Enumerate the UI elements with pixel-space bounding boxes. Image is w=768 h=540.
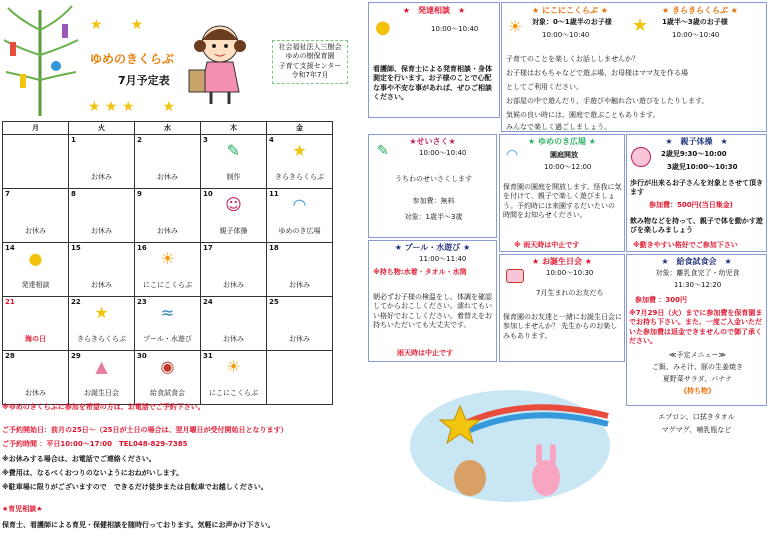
page-subtitle: 7月予定表 xyxy=(118,74,170,87)
weekday-header: 木 xyxy=(201,122,267,135)
panel-title: ★ プール・水遊び ★ xyxy=(394,243,471,252)
items-line: マグマグ、哺乳瓶など xyxy=(661,426,732,434)
weekday-header: 月 xyxy=(3,122,69,135)
cake-icon: ▲ xyxy=(95,357,108,376)
day-event: お休み xyxy=(91,227,112,235)
panel-time: 11:00～11:40 xyxy=(419,255,467,263)
cake-icon xyxy=(506,269,524,283)
day-number: 29 xyxy=(71,352,81,360)
sun-icon: ☀ xyxy=(508,17,523,36)
day-number: 3 xyxy=(203,136,208,144)
child-face-icon xyxy=(631,147,651,167)
kirakira-target: 1歳半～3歳のお子様 xyxy=(662,18,728,26)
panel-title: ★せいさく★ xyxy=(409,137,456,146)
day-number: 25 xyxy=(269,298,279,306)
panel-label: 園庭開放 xyxy=(550,151,578,159)
items-line: エプロン、口拭きタオル xyxy=(658,413,735,421)
reservation-note: ※ゆめのきくらぶに参加を希望の方は、お電話でご予約下さい。 xyxy=(2,403,205,411)
day-event: お休み xyxy=(157,227,178,235)
note-fee: ※費用は、なるべくおつりのないようにおねがいします。 xyxy=(2,469,184,477)
day-number: 4 xyxy=(269,136,274,144)
calendar-day-cell xyxy=(201,351,267,405)
items-title: 《持ち物》 xyxy=(680,387,715,395)
day-event: 発達相談 xyxy=(21,281,50,289)
panel-body: 看護師、保育士による発育相談・身体測定を行います。お子様のことで心配な事や不安な事があれば、ぜひご相談ください。 xyxy=(373,65,492,102)
calendar-day-cell xyxy=(201,135,267,189)
calendar-day-cell xyxy=(201,243,267,297)
day-number: 22 xyxy=(71,298,81,306)
note-parking: ※駐車場に限りがございますので できるだけ徒歩または自転車でお越しください。 xyxy=(2,483,268,491)
day-number: 8 xyxy=(71,190,76,198)
day-number: 30 xyxy=(137,352,147,360)
menu-line: ご飯、みそ汁、豚の生姜焼き xyxy=(652,363,743,371)
consultation-text: 保育士、看護師による育児・保健相談を随時行っております。気軽にお声かけ下さい。 xyxy=(2,521,275,529)
day-event: プール・水遊び xyxy=(143,335,192,343)
day-number: 14 xyxy=(5,244,15,252)
day-event: にこにこくらぶ xyxy=(209,389,258,397)
calendar-day-cell xyxy=(267,135,333,189)
panel-time: 10:00～12:00 xyxy=(544,163,592,171)
panel-body: 保育園の園庭を開放します。怪我に気を付けて、親子で楽しく遊びましょう。予約時には来園するだいたいの 時間をお知らせください。 xyxy=(503,183,622,220)
day-number: 24 xyxy=(203,298,213,306)
chick-icon: ● xyxy=(375,17,391,38)
tree-illustration xyxy=(0,0,80,116)
day-number: 18 xyxy=(269,244,279,252)
star-icon: ★ xyxy=(632,15,649,36)
calendar-day-cell xyxy=(3,189,69,243)
day-event: お休み xyxy=(25,389,46,397)
calendar-day-cell xyxy=(135,189,201,243)
child-face-icon: ☺ xyxy=(225,195,242,214)
day-event: 海の日 xyxy=(25,335,46,343)
calendar-day-cell xyxy=(3,135,69,189)
nikoniko-time: 10:00～10:40 xyxy=(542,31,590,39)
panel-taiso xyxy=(626,134,767,252)
panel-hiroba xyxy=(499,134,625,252)
day-number: 17 xyxy=(203,244,213,252)
consultation-heading: ★育児相談★ xyxy=(2,505,43,513)
menu-line: 夏野菜サラダ、バナナ xyxy=(662,375,733,383)
calendar-day-cell xyxy=(267,297,333,351)
calendar-day-cell xyxy=(69,351,135,405)
day-number: 16 xyxy=(137,244,147,252)
menu-title: ≪予定メニュー≫ xyxy=(669,351,726,359)
panel-title: ★ ゆめのき広場 ★ xyxy=(528,137,596,146)
day-number: 11 xyxy=(269,190,279,198)
panel-title-kirakira: ★ きらきらくらぶ ★ xyxy=(662,6,738,15)
panel-title: ★ 親子体操 ★ xyxy=(665,137,728,146)
panel-time: 10:00～10:30 xyxy=(546,269,594,277)
sun-icon: ☀ xyxy=(226,357,241,376)
calendar-day-cell xyxy=(3,243,69,297)
calendar-week-row xyxy=(3,189,333,243)
day-number: 1 xyxy=(71,136,76,144)
day-event: ゆめのき広場 xyxy=(278,227,321,235)
weekday-header: 水 xyxy=(135,122,201,135)
calendar-day-cell xyxy=(267,243,333,297)
day-number: 2 xyxy=(137,136,142,144)
panel-title: ★ お誕生日会 ★ xyxy=(532,257,592,266)
crayon-icon: ✎ xyxy=(377,143,389,159)
star-icon: ★ xyxy=(292,141,307,160)
crayon-icon: ✎ xyxy=(226,141,241,160)
panel-birthday xyxy=(499,254,625,362)
day-event: にこにこくらぶ xyxy=(143,281,192,289)
panel-note: ※動きやすい格好でご参加下さい xyxy=(633,241,738,249)
panel-fee: 参加費：500円(当日集金) xyxy=(649,201,734,209)
panel-body: 歩行が出来るお子さんを対象とさせて頂きます xyxy=(630,179,763,197)
panel-label: 7月生まれのお友だち xyxy=(536,289,604,297)
rainbow-icon: ◠ xyxy=(292,195,307,214)
girl-illustration xyxy=(185,18,255,108)
day-event: お休み xyxy=(289,335,310,343)
panel-kurabu xyxy=(501,2,767,132)
day-event: お休み xyxy=(157,173,178,181)
calendar-day-cell xyxy=(135,243,201,297)
day-number: 15 xyxy=(71,244,81,252)
panel-time: 10:00～10:40 xyxy=(431,25,479,33)
panel-body-2: 飲み物などを持って、親子で体を動かす遊びを楽しみましょう xyxy=(630,217,763,235)
kurabu-line: としてご利用ください。 xyxy=(506,83,583,91)
panel-note: 雨天時は中止です xyxy=(397,349,453,357)
kurabu-line: みんなで楽しく過ごしましょう。 xyxy=(506,123,611,131)
calendar-day-cell xyxy=(69,135,135,189)
kurabu-line: 子育てのことを楽しくお話ししませんか？ xyxy=(506,55,639,63)
day-number: 10 xyxy=(203,190,213,198)
reservation-start-note: ご予約開始日：前月の25日～（25日が土日の場合は、翌月曜日が受付開始日となります） xyxy=(2,426,288,434)
weekday-header: 金 xyxy=(267,122,333,135)
calendar-week-row xyxy=(3,135,333,189)
star-decoration: ★ ★ xyxy=(90,17,144,33)
nikoniko-target: 対象：0～1歳半のお子様 xyxy=(532,18,612,26)
panel-body: うちわのせいさくします xyxy=(395,175,472,183)
day-event: お休み xyxy=(25,227,46,235)
panel-title: ★ 発達相談 ★ xyxy=(402,6,466,15)
day-number: 7 xyxy=(5,190,10,198)
calendar-day-cell xyxy=(267,351,333,405)
kurabu-line: お部屋の中で遊んだり、手遊びや触れ合い遊びをしたりします。 xyxy=(506,97,709,105)
day-event: 制作 xyxy=(226,173,241,181)
organization-box xyxy=(272,40,348,84)
calendar-day-cell xyxy=(3,351,69,405)
page-title: ゆめのきくらぶ xyxy=(90,52,175,66)
panel-target: 対象：離乳食完了・幼児食 xyxy=(655,269,740,277)
day-number: 9 xyxy=(137,190,142,198)
day-event: お休み xyxy=(91,173,112,181)
panel-time-1: 2歳児9:30～10:00 xyxy=(661,150,727,158)
calendar-week-row xyxy=(3,297,333,351)
day-number: 23 xyxy=(137,298,147,306)
calendar-week-row xyxy=(3,351,333,405)
kurabu-line: 気候の良い時には、園庭で遊ぶこともあります。 xyxy=(506,111,660,119)
panel-note: ※ 雨天時は中止です xyxy=(514,241,580,249)
day-event: きらきらくらぶ xyxy=(275,173,324,181)
day-event: 親子体操 xyxy=(219,227,248,235)
calendar-day-cell xyxy=(135,135,201,189)
org-line: 子育て支援センター xyxy=(278,61,342,70)
panel-hattatsu xyxy=(368,2,500,118)
panel-seisaku xyxy=(368,134,497,238)
panel-fee: 参加費 ：300円 xyxy=(635,296,688,304)
panel-kyushoku xyxy=(626,254,767,406)
panel-body: 保育園のお友達と一緒にお誕生日会に参加しませんか？ 先生からのお楽しみもあります。 xyxy=(503,313,622,340)
kurabu-line: お子様はおもちゃなどで遊ぶ場、お母様はママ友を作る場 xyxy=(506,69,688,77)
calendar-day-cell xyxy=(69,189,135,243)
calendar-day-cell xyxy=(69,297,135,351)
org-line: ゆめの樹保育園 xyxy=(285,52,335,61)
calendar-day-cell xyxy=(135,297,201,351)
panel-pool xyxy=(368,240,497,362)
star-icon: ★ xyxy=(94,303,109,322)
note-absence: ※お休みする場合は、お電話でご連絡ください。 xyxy=(2,455,156,463)
day-event: きらきらくらぶ xyxy=(77,335,126,343)
panel-body: 朝必ずお子様の検温をし、体調を確認してからおこしください。濡れてもいい格好でおこしください。着替えをお持ちいただいても大丈夫です。 xyxy=(373,293,492,330)
star-decoration: ★ ★ ★ ★ xyxy=(88,99,176,115)
day-event: お休み xyxy=(223,335,244,343)
weekday-header: 火 xyxy=(69,122,135,135)
rice-icon: ◉ xyxy=(160,357,175,376)
day-event: お休み xyxy=(223,281,244,289)
org-line: 社会福祉法人三樹会 xyxy=(278,43,342,51)
panel-time: 11:30～12:20 xyxy=(673,281,722,289)
day-event: お休み xyxy=(289,281,310,289)
calendar-day-cell xyxy=(267,189,333,243)
kirakira-time: 10:00～10:40 xyxy=(672,31,720,39)
calendar-day-cell xyxy=(69,243,135,297)
calendar-table xyxy=(2,121,333,405)
panel-target: 対象：1歳半～3歳 xyxy=(404,213,463,221)
calendar-week-row xyxy=(3,243,333,297)
day-number: 31 xyxy=(203,352,213,360)
calendar-day-cell xyxy=(201,189,267,243)
pool-icon: ≈ xyxy=(160,303,175,322)
day-event: お休み xyxy=(91,281,112,289)
day-number: 28 xyxy=(5,352,15,360)
panel-time-2: 3歳児10:00～10:30 xyxy=(667,163,738,171)
calendar-day-cell xyxy=(3,297,69,351)
day-event: お誕生日会 xyxy=(84,389,119,397)
org-line: 令和7年7月 xyxy=(291,71,329,80)
calendar-day-cell xyxy=(201,297,267,351)
panel-title: ★ 給食試食会 ★ xyxy=(661,257,732,266)
panel-fee: 参加費：無料 xyxy=(412,197,455,205)
day-number: 21 xyxy=(5,298,15,306)
panel-title-nikoniko: ★ にこにこくらぶ ★ xyxy=(532,6,608,15)
rainbow-icon: ◠ xyxy=(506,147,519,163)
chick-icon: ● xyxy=(28,249,43,268)
night-sky-illustration xyxy=(408,386,613,504)
panel-time: 10:00～10:40 xyxy=(419,149,467,157)
panel-note: ※7月29日（火）までに参加費を保育園までお持ち下さい。また、一度ご入金いただいた参加費は返金できませんので御了承ください。 xyxy=(629,309,763,346)
day-event: 給食試食会 xyxy=(150,389,185,397)
sun-icon: ☀ xyxy=(160,249,175,268)
reservation-time-note: ご予約時間 ：平日10:00～17:00 TEL048-829-7385 xyxy=(2,440,188,448)
calendar-day-cell xyxy=(135,351,201,405)
panel-items: ※持ち物:水着・タオル・水筒 xyxy=(373,268,467,276)
